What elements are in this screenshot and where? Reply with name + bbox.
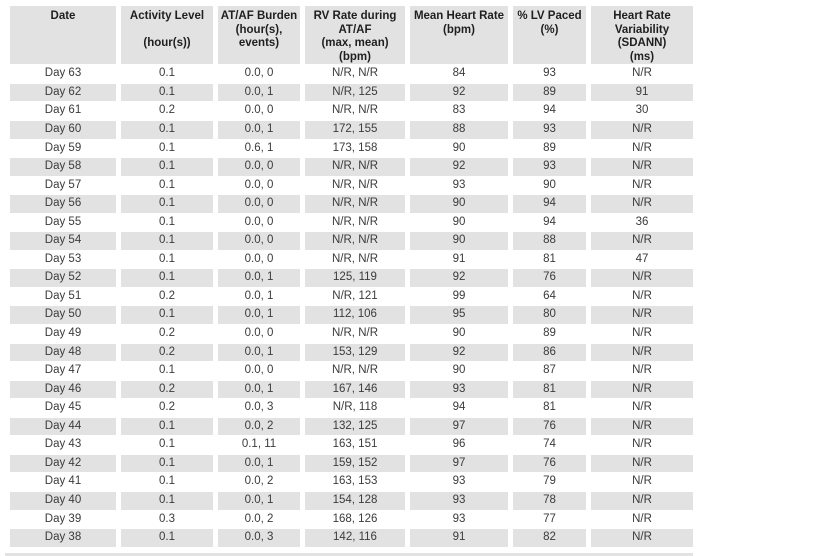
table-cell-ataf-burden: 0.0, 1 (218, 492, 300, 510)
table-row (10, 492, 693, 510)
table-cell-activity-level: 0.1 (159, 438, 175, 451)
table-cell-hrv: N/R (591, 492, 693, 510)
table-row (10, 65, 693, 83)
table-cell-rv-rate: 168, 126 (332, 512, 378, 525)
table-cell-ataf-burden: 0.0, 1 (218, 306, 300, 324)
table-cell-lv-paced: 79 (543, 475, 556, 488)
table-cell-hrv: N/R (591, 306, 693, 324)
table-cell-lv-paced: 94 (543, 104, 556, 117)
column-header-line: Mean Heart Rate (413, 10, 505, 22)
column-header-line: AT/AF (338, 23, 372, 36)
table-cell-rv-rate: 163, 151 (332, 438, 378, 451)
table-row (10, 288, 693, 306)
table-cell-ataf-burden: 0.0, 2 (218, 418, 300, 436)
table-row (10, 102, 693, 120)
table-cell-ataf-burden: 0.0, 0 (244, 215, 274, 228)
table-cell-lv-paced: 82 (513, 529, 586, 547)
table-cell-activity-level: 0.1 (121, 158, 213, 176)
table-cell-date: Day 51 (44, 289, 82, 302)
table-cell-activity-level: 0.1 (159, 178, 175, 191)
table-row (10, 140, 693, 158)
table-cell-date: Day 45 (44, 401, 82, 414)
table-cell-activity-level: 0.2 (121, 381, 213, 399)
table-cell-activity-level: 0.3 (159, 512, 175, 525)
table-cell-ataf-burden: 0.6, 1 (244, 141, 274, 154)
table-cell-hrv: N/R (591, 418, 693, 436)
table-cell-lv-paced: 64 (543, 289, 556, 302)
table-cell-mean-heart-rate: 93 (410, 381, 508, 399)
table-cell-hrv: N/R (632, 364, 652, 377)
table-cell-rv-rate: N/R, N/R (332, 364, 378, 377)
table-cell-mean-heart-rate: 93 (452, 512, 466, 525)
table-row (10, 344, 693, 362)
table-cell-hrv: N/R (632, 178, 652, 191)
table-cell-activity-level: 0.2 (159, 327, 175, 340)
table-cell-lv-paced: 87 (543, 364, 556, 377)
table-cell-activity-level: 0.1 (159, 215, 175, 228)
table-cell-hrv: N/R (591, 269, 693, 287)
table-row (10, 362, 693, 380)
table-cell-rv-rate: N/R, N/R (332, 215, 378, 228)
table-cell-date: Day 47 (44, 364, 82, 377)
table-cell-ataf-burden: 0.0, 0 (244, 178, 274, 191)
column-header-line: (SDANN) (617, 37, 667, 50)
table-cell-ataf-burden: 0.0, 0 (244, 327, 274, 340)
table-row (10, 436, 693, 454)
table-cell-ataf-burden: 0.0, 1 (218, 269, 300, 287)
table-cell-date: Day 56 (10, 195, 116, 213)
table-cell-date: Day 63 (44, 67, 82, 80)
table-row (10, 418, 693, 436)
table-cell-activity-level: 0.1 (159, 252, 175, 265)
table-cell-date: Day 62 (10, 84, 116, 102)
table-cell-activity-level: 0.1 (121, 121, 213, 139)
table-cell-lv-paced: 93 (543, 67, 556, 80)
column-header-mean-heart-rate (410, 6, 508, 64)
table-cell-lv-paced: 86 (513, 344, 586, 362)
table-cell-hrv: N/R (632, 401, 652, 414)
table-cell-hrv: N/R (632, 512, 652, 525)
table-cell-date: Day 60 (10, 121, 116, 139)
table-cell-ataf-burden: 0.0, 0 (218, 158, 300, 176)
table-row (10, 455, 693, 473)
table-cell-hrv: 47 (635, 252, 649, 265)
table-cell-rv-rate: N/R, N/R (332, 67, 378, 80)
table-cell-hrv: N/R (632, 141, 652, 154)
table-cell-date: Day 41 (44, 475, 82, 488)
table-cell-lv-paced: 94 (543, 215, 556, 228)
column-header-line: RV Rate during (313, 10, 397, 22)
table-cell-activity-level: 0.1 (121, 84, 213, 102)
table-cell-rv-rate: 132, 125 (305, 418, 405, 436)
column-header-date (10, 6, 116, 64)
table-row (10, 232, 693, 250)
table-cell-mean-heart-rate: 92 (410, 269, 508, 287)
column-header-line: AT/AF Burden (220, 10, 298, 22)
table-row (10, 251, 693, 269)
table-cell-mean-heart-rate: 99 (452, 289, 466, 302)
table-cell-mean-heart-rate: 93 (452, 475, 466, 488)
table-cell-hrv: N/R (591, 195, 693, 213)
table-cell-lv-paced: 89 (543, 141, 556, 154)
table-cell-rv-rate: N/R, N/R (332, 178, 378, 191)
table-cell-hrv: N/R (632, 438, 652, 451)
table-cell-rv-rate: N/R, N/R (305, 195, 405, 213)
table-cell-hrv: 91 (591, 84, 693, 102)
column-header-line: Activity Level (129, 10, 205, 22)
table-cell-mean-heart-rate: 90 (410, 195, 508, 213)
table-row (10, 473, 693, 491)
table-cell-mean-heart-rate: 84 (452, 67, 466, 80)
table-cell-activity-level: 0.1 (121, 418, 213, 436)
column-header-lv-paced (513, 6, 586, 64)
table-cell-ataf-burden: 0.0, 1 (244, 289, 274, 302)
table-cell-activity-level: 0.1 (159, 67, 175, 80)
column-header-line: % LV Paced (517, 10, 582, 22)
table-cell-mean-heart-rate: 88 (410, 121, 508, 139)
table-cell-date: Day 61 (44, 104, 82, 117)
table-cell-date: Day 55 (44, 215, 82, 228)
table-cell-hrv: N/R (591, 121, 693, 139)
table-row (10, 214, 693, 232)
table-cell-mean-heart-rate: 97 (410, 455, 508, 473)
table-cell-ataf-burden: 0.0, 0 (244, 364, 274, 377)
table-cell-mean-heart-rate: 94 (452, 401, 466, 414)
table-cell-rv-rate: N/R, 118 (332, 401, 378, 414)
table-cell-activity-level: 0.1 (159, 475, 175, 488)
device-trend-table (5, 5, 698, 548)
table-row (10, 529, 693, 547)
column-header-line: Heart Rate (613, 10, 671, 22)
table-cell-rv-rate: N/R, N/R (332, 252, 378, 265)
column-header-hrv (591, 6, 693, 64)
table-row (10, 269, 693, 287)
table-cell-hrv: 30 (635, 104, 649, 117)
table-cell-activity-level: 0.1 (121, 269, 213, 287)
table-cell-date: Day 59 (44, 141, 82, 154)
table-cell-lv-paced: 94 (513, 195, 586, 213)
table-cell-date: Day 40 (10, 492, 116, 510)
table-cell-lv-paced: 89 (513, 84, 586, 102)
column-header-line: (%) (540, 23, 559, 36)
column-header-line: (bpm) (443, 23, 475, 36)
table-cell-mean-heart-rate: 91 (452, 252, 466, 265)
table-cell-date: Day 39 (44, 512, 82, 525)
table-cell-rv-rate: 125, 119 (305, 269, 405, 287)
table-row (10, 399, 693, 417)
table-row (10, 177, 693, 195)
table-cell-lv-paced: 89 (543, 327, 556, 340)
table-cell-ataf-burden: 0.0, 0 (244, 104, 274, 117)
table-cell-date: Day 54 (10, 232, 116, 250)
table-cell-mean-heart-rate: 92 (410, 84, 508, 102)
table-cell-rv-rate: 154, 128 (305, 492, 405, 510)
table-cell-mean-heart-rate: 92 (410, 344, 508, 362)
table-cell-activity-level: 0.2 (159, 401, 175, 414)
table-cell-lv-paced: 76 (513, 418, 586, 436)
table-row (10, 511, 693, 529)
table-cell-date: Day 52 (10, 269, 116, 287)
table-cell-activity-level: 0.1 (121, 306, 213, 324)
column-header-ataf-burden (218, 6, 300, 64)
table-cell-mean-heart-rate: 91 (410, 529, 508, 547)
table-cell-ataf-burden: 0.0, 0 (218, 232, 300, 250)
table-body (10, 65, 693, 546)
column-header-line: (hour(s)) (143, 37, 191, 50)
table-cell-mean-heart-rate: 90 (452, 327, 466, 340)
table-cell-mean-heart-rate: 92 (410, 158, 508, 176)
table-cell-lv-paced: 76 (513, 455, 586, 473)
column-header-rv-rate (305, 6, 405, 64)
table-row (10, 325, 693, 343)
table-cell-ataf-burden: 0.0, 1 (218, 84, 300, 102)
table-cell-activity-level: 0.2 (121, 344, 213, 362)
header-row (10, 6, 693, 64)
table-cell-activity-level: 0.1 (159, 364, 175, 377)
column-header-line (122, 24, 212, 38)
table-cell-rv-rate: N/R, N/R (332, 104, 378, 117)
table-cell-ataf-burden: 0.0, 2 (244, 512, 274, 525)
table-cell-rv-rate: 163, 153 (332, 475, 378, 488)
table-cell-rv-rate: 153, 129 (305, 344, 405, 362)
table-cell-lv-paced: 78 (513, 492, 586, 510)
table-cell-lv-paced: 90 (543, 178, 556, 191)
table-cell-rv-rate: 142, 116 (305, 529, 405, 547)
table-cell-mean-heart-rate: 93 (410, 492, 508, 510)
table-cell-ataf-burden: 0.0, 1 (218, 121, 300, 139)
table-cell-activity-level: 0.2 (159, 104, 175, 117)
table-cell-ataf-burden: 0.0, 3 (218, 529, 300, 547)
table-cell-lv-paced: 77 (543, 512, 556, 525)
table-cell-lv-paced: 93 (513, 121, 586, 139)
table-cell-mean-heart-rate: 90 (452, 215, 466, 228)
table-header (10, 6, 693, 64)
table-cell-date: Day 43 (44, 438, 82, 451)
table-cell-ataf-burden: 0.0, 3 (244, 401, 274, 414)
table-cell-activity-level: 0.1 (121, 455, 213, 473)
table-cell-date: Day 44 (10, 418, 116, 436)
table-row (10, 158, 693, 176)
table-row (10, 381, 693, 399)
table-cell-activity-level: 0.1 (121, 232, 213, 250)
table-cell-ataf-burden: 0.0, 0 (218, 195, 300, 213)
table-cell-rv-rate: N/R, N/R (332, 327, 378, 340)
table-cell-mean-heart-rate: 96 (452, 438, 466, 451)
table-cell-hrv: N/R (591, 344, 693, 362)
table-row (10, 306, 693, 324)
table-cell-rv-rate: 167, 146 (305, 381, 405, 399)
table-cell-hrv: N/R (591, 158, 693, 176)
column-header-line: (ms) (629, 50, 655, 63)
table-row (10, 84, 693, 102)
table-cell-activity-level: 0.1 (159, 141, 175, 154)
table-cell-rv-rate: N/R, 121 (332, 289, 378, 302)
table-cell-hrv: N/R (591, 381, 693, 399)
table-cell-ataf-burden: 0.0, 2 (244, 475, 274, 488)
table-cell-date: Day 46 (10, 381, 116, 399)
table-cell-ataf-burden: 0.0, 1 (218, 344, 300, 362)
column-header-line: (bpm) (339, 50, 371, 63)
table-cell-activity-level: 0.1 (121, 195, 213, 213)
table-cell-lv-paced: 81 (543, 401, 556, 414)
table-cell-rv-rate: 112, 106 (305, 306, 405, 324)
table-cell-date: Day 48 (10, 344, 116, 362)
table-cell-date: Day 49 (44, 327, 82, 340)
column-header-activity-level (121, 6, 213, 64)
table-cell-mean-heart-rate: 90 (452, 141, 466, 154)
column-header-line: (hour(s), events) (235, 23, 283, 50)
table-cell-rv-rate: N/R, N/R (305, 232, 405, 250)
table-cell-lv-paced: 76 (513, 269, 586, 287)
table-cell-date: Day 38 (10, 529, 116, 547)
table-cell-lv-paced: 88 (513, 232, 586, 250)
table-cell-ataf-burden: 0.0, 0 (244, 67, 274, 80)
table-cell-date: Day 58 (10, 158, 116, 176)
table-cell-hrv: N/R (632, 475, 652, 488)
table-cell-mean-heart-rate: 83 (452, 104, 466, 117)
table-row (10, 195, 693, 213)
table-cell-hrv: N/R (591, 529, 693, 547)
table-cell-hrv: N/R (591, 232, 693, 250)
table-cell-rv-rate: 159, 152 (305, 455, 405, 473)
table-cell-date: Day 53 (44, 252, 82, 265)
table-cell-lv-paced: 74 (543, 438, 556, 451)
table-cell-activity-level: 0.1 (121, 492, 213, 510)
table-cell-hrv: N/R (632, 289, 652, 302)
column-header-line: Variability (614, 23, 670, 36)
table-cell-rv-rate: 172, 155 (305, 121, 405, 139)
table-cell-ataf-burden: 0.0, 1 (218, 381, 300, 399)
table-cell-lv-paced: 81 (543, 252, 556, 265)
table-cell-activity-level: 0.2 (159, 289, 175, 302)
table-cell-ataf-burden: 0.0, 1 (218, 455, 300, 473)
table-cell-rv-rate: N/R, 125 (305, 84, 405, 102)
table-cell-hrv: N/R (632, 327, 652, 340)
table-cell-hrv: N/R (591, 455, 693, 473)
table-cell-date: Day 50 (10, 306, 116, 324)
column-header-line: (max, mean) (321, 37, 389, 50)
table-cell-rv-rate: 173, 158 (332, 141, 378, 154)
table-cell-rv-rate: N/R, N/R (305, 158, 405, 176)
table-row (10, 121, 693, 139)
table-cell-ataf-burden: 0.0, 0 (244, 252, 274, 265)
table-cell-mean-heart-rate: 90 (410, 232, 508, 250)
column-header-line: Date (50, 10, 76, 22)
table-cell-date: Day 57 (44, 178, 82, 191)
table-cell-hrv: 36 (635, 215, 649, 228)
table-cell-mean-heart-rate: 93 (452, 178, 466, 191)
table-cell-mean-heart-rate: 97 (410, 418, 508, 436)
table-cell-lv-paced: 80 (513, 306, 586, 324)
table-cell-ataf-burden: 0.1, 11 (241, 438, 277, 451)
table-cell-lv-paced: 81 (513, 381, 586, 399)
table-cell-lv-paced: 93 (513, 158, 586, 176)
table-cell-mean-heart-rate: 90 (452, 364, 466, 377)
table-cell-hrv: N/R (632, 67, 652, 80)
table-cell-date: Day 42 (10, 455, 116, 473)
table-cell-mean-heart-rate: 95 (410, 306, 508, 324)
table-cell-activity-level: 0.1 (121, 529, 213, 547)
